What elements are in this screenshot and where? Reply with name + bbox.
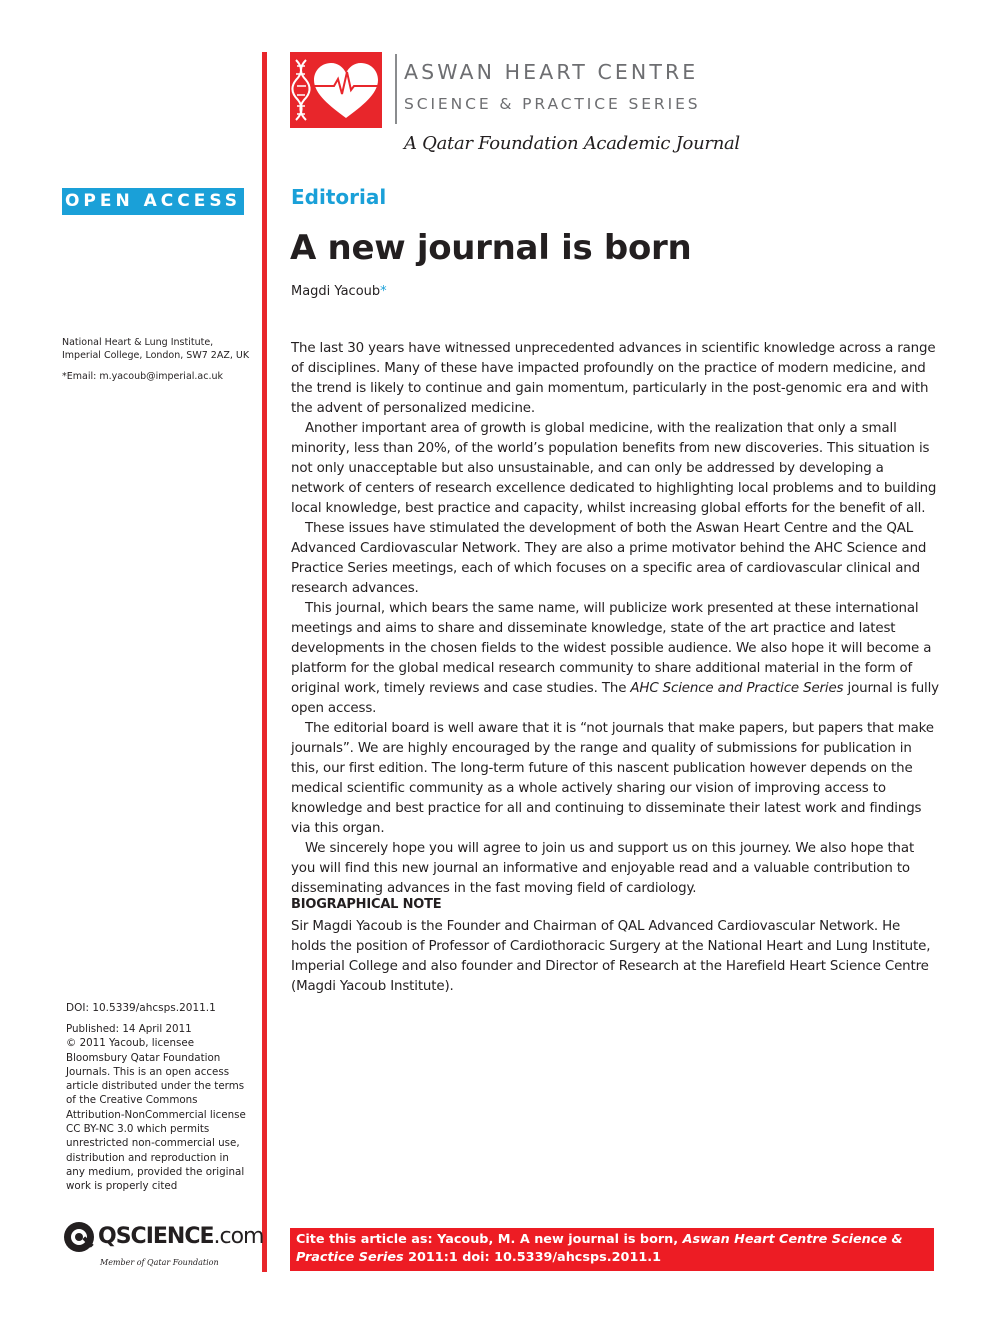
brand-series: SCIENCE & PRACTICE SERIES (404, 95, 701, 113)
qscience-wordmark-bold: QSCIENCE (98, 1224, 214, 1249)
citation-journal: Aswan Heart Centre Science & Practice Series (296, 1232, 903, 1265)
qscience-member-note: Member of Qatar Foundation (100, 1258, 219, 1267)
heart-dna-icon (290, 52, 382, 128)
license-line: distribution and reproduction in (66, 1151, 229, 1164)
license-line: article distributed under the terms (66, 1080, 245, 1093)
body-paragraph: Another important area of growth is global medicine, with the realization that only a small minority, less than 20%, of the world’s population benefits from new discoveries. This situation is not only unacceptable but also unsustainable, and can only be addressed by developing a network of centers of research excellence dedicated to highlighting local problems and to building local knowledge, best practice and capacity, whilst increasing global efforts for the benefit of all. (291, 421, 937, 516)
red-vertical-divider (262, 52, 267, 1272)
body-paragraph: The editorial board is well aware that it is “not journals that make papers, but papers that make journals”. We are highly encouraged by the range and quality of submissions for publication in this, our first edition. The long-term future of this nascent publication however depends on the medical scientific community as a whole actively sharing our vision of improving access to knowledge and best practice for all and continuing to disseminate their latest work and findings via this organ. (291, 721, 934, 836)
open-access-badge: OPEN ACCESS (62, 188, 244, 215)
license-line: Journals. This is an open access (66, 1065, 230, 1078)
journal-name-italic: AHC Science and Practice Series (630, 681, 844, 696)
paragraph-text: journal is fully open access. (291, 681, 939, 716)
qscience-logo[interactable] (62, 1218, 264, 1270)
qscience-wordmark-suffix: .com (213, 1224, 264, 1249)
citation-suffix[interactable]: 2011:1 doi: 10.5339/ahcsps.2011.1 (403, 1250, 662, 1265)
corresponding-author-mark: * (380, 284, 387, 299)
body-paragraph: These issues have stimulated the development of both the Aswan Heart Centre and the QAL Advanced Cardiovascular Network. They are also a prime motivator behind the AHC Science and Practice Series meetings, each of which focuses on a specific area of cardiovascular clinical and research advances. (291, 521, 927, 596)
author-email[interactable]: *Email: m.yacoub@imperial.ac.uk (62, 371, 224, 382)
body-paragraph (291, 599, 939, 719)
license-line: Bloomsbury Qatar Foundation (66, 1051, 221, 1064)
article-title: A new journal is born (290, 228, 692, 268)
citation-box (290, 1228, 934, 1271)
bio-heading: BIOGRAPHICAL NOTE (291, 897, 442, 912)
body-paragraph: The last 30 years have witnessed unprecedented advances in scientific knowledge across a range of disciplines. Many of these have impacted profoundly on the practice of modern medicine, and the trend is likely to continue and gain momentum, particularly in the post-genomic era and with the advent of personalized medicine. (291, 341, 936, 416)
brand-name: ASWAN HEART CENTRE (404, 60, 699, 84)
paragraph-text: This journal, which bears the same name, will publicize work presented at these international meetings and aims to share and disseminate knowledge, state of the art practice and latest developments in the chosen fields to the widest possible audience. We also hope it will become a platform for the global medical research community to share additional material in the form of original work, timely reviews and case studies. The (291, 601, 932, 696)
license-line: © 2011 Yacoub, licensee (66, 1037, 195, 1050)
license-line: work is properly cited (66, 1180, 178, 1193)
citation-prefix: Cite this article as: Yacoub, M. A new journal is born, (296, 1232, 683, 1247)
affiliation-line: National Heart & Lung Institute, (62, 337, 214, 348)
qscience-icon (62, 1220, 96, 1254)
doi-label[interactable]: DOI: 10.5339/ahcsps.2011.1 (66, 1002, 216, 1014)
body-paragraph: We sincerely hope you will agree to join us and support us on this journey. We also hope that you will find this new journal an informative and enjoyable read and a valuable contribution to disseminating advances in the fast moving field of cardiology. (291, 841, 915, 896)
license-line: of the Creative Commons (66, 1094, 198, 1107)
bio-text: Sir Magdi Yacoub is the Founder and Chairman of QAL Advanced Cardiovascular Network. He holds the position of Professor of Cardiothoracic Surgery at the National Heart and Lung Institute, Imperial College and also founder and Director of Research at the Harefield Heart Science Centre (Magdi Yacoub Institute). (291, 919, 931, 994)
article-type: Editorial (291, 185, 387, 209)
affiliation-line: Imperial College, London, SW7 2AZ, UK (62, 350, 250, 361)
license-line: Attribution-NonCommercial license (66, 1108, 246, 1121)
qscience-wordmark (98, 1224, 263, 1249)
author-affiliation (62, 336, 252, 362)
logo-separator (395, 54, 397, 124)
article-authors (291, 284, 387, 299)
license-line: any medium, provided the original (66, 1165, 245, 1178)
license-line: CC BY-NC 3.0 which permits (66, 1123, 210, 1136)
author-name[interactable]: Magdi Yacoub (291, 284, 381, 299)
brand-tagline: A Qatar Foundation Academic Journal (404, 133, 740, 154)
published-date: Published: 14 April 2011 (66, 1023, 192, 1035)
article-body (291, 339, 939, 899)
publication-info (66, 1022, 256, 1194)
license-line: unrestricted non-commercial use, (66, 1137, 240, 1150)
